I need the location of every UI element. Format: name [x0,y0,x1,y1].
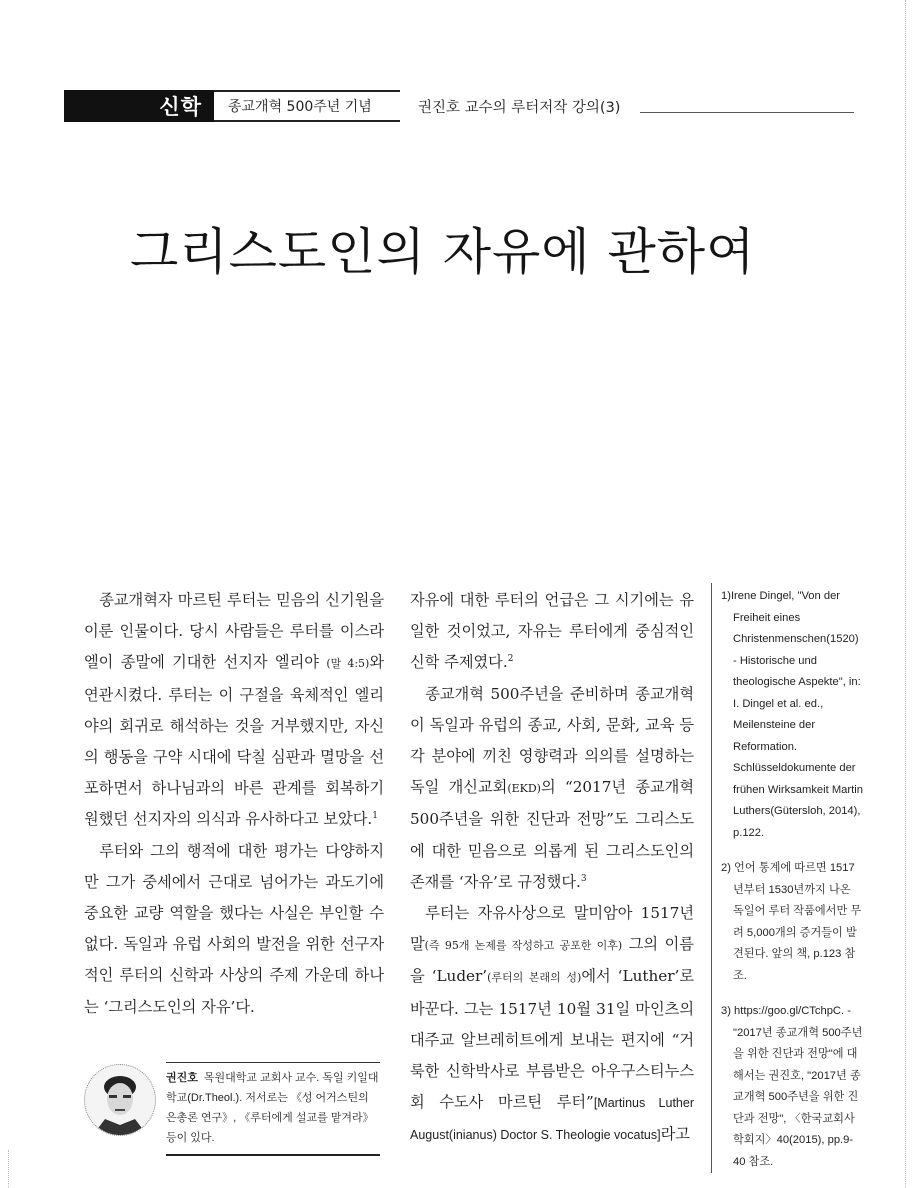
author-name: 권진호 [166,1072,198,1084]
section-tag: 신학 [64,90,214,122]
paragraph: 루터는 자유사상으로 말미암아 1517년 말(즉 95개 논제를 작성하고 공포한 이후) 그의 이름을 ‘Luder’(루터의 본래의 성)에서 ‘Luther’로 바꾼다. 그는 1517년 10월 31일 마인츠의 대주교 알브레히트에게 보내는 편지에 “거룩한 신학박사로 부름받은 아우구스티누스회 수도사 마르틴 루터”[Martinus Luther August(inianus) Doctor S. Theologie vocatus]라고 [410,904,695,1144]
author-description: 목원대학교 교회사 교수. 독일 키일대학교(Dr.Theol.). 저서로는 《성 어거스틴의 은총론 연구》, 《루터에게 설교를 맡겨라》 등이 있다. [166,1072,379,1144]
lecture-title: 권진호 교수의 루터저작 강의(3) [418,100,621,116]
page-edge-right [905,0,906,1188]
paragraph: 종교개혁자 마르틴 루터는 믿음의 신기원을 이룬 인물이다. 당시 사람들은 루터를 이스라엘이 종말에 기대한 선지자 엘리야 (말 4:5)와 연관시켰다. 루터는 이 구절을 육체적인 엘리야의 회귀로 해석하는 것을 거부했지만, 자신의 행동을 구약 시대에 닥칠 심판과 멸망을 선포하면서 하나님과의 바른 관계를 회복하기 원했던 선지자의 의식과 유사하다고 보았다.$^1$ [84,591,384,829]
footnote-3: 3) https://goo.gl/CTchpC. - "2017년 종교개혁 500주년을 위한 진단과 전망"에 대해서는 권진호, "2017년 종교개혁 500주년을 위한 진단과 전망", 〈한국교회사학회지〉40(2015), pp.9-40 참조. [721,1005,863,1168]
author-portrait-icon [85,1065,155,1135]
author-bio [166,1062,380,1156]
header-rule [640,112,854,113]
author-box [84,1062,384,1152]
footnotes [721,586,863,1187]
paragraph: 루터와 그의 행적에 대한 평가는 다양하지만 그가 중세에서 근대로 넘어가는 과도기에 중요한 교량 역할을 했다는 사실은 부인할 수 없다. 독일과 유럽 사회의 발전을 위한 선구자적인 루터의 신학과 사상의 주제 가운데 하나는 ‘그리스도인의 자유’다. [84,841,384,1016]
footnote-ref[interactable]: 2 [507,654,514,665]
body-column-1 [84,585,384,1023]
paragraph: 종교개혁 500주년을 준비하며 종교개혁이 독일과 유럽의 종교, 사회, 문화, 교육 등 각 분야에 끼친 영향력과 의의를 설명하는 독일 개신교회(EKD)의 “2017년 종교개혁 500주년을 위한 진단과 전망”도 그리스도에 대한 믿음으로 의롭게 된 그리스도인의 존재를 ‘자유’로 규정했다.$^3$ [410,684,694,891]
series-tag: 종교개혁 500주년 기념 [214,90,400,122]
section-header [64,90,400,122]
column-divider [711,583,712,1173]
article-title: 그리스도인의 자유에 관하여 [130,223,756,281]
footnote-2: 2) 언어 통계에 따르면 1517년부터 1530년까지 나온 독일어 루터 작품에서만 무려 5,000개의 증거들이 발견된다. 앞의 책, p.123 참조. [721,862,862,982]
paragraph: 자유에 대한 루터의 언급은 그 시기에는 유일한 것이었고, 자유는 루터에게 중심적인 신학 주제였다.$^2$ [410,591,694,672]
footnote-ref[interactable]: 3 [580,873,587,884]
footnote-ref[interactable]: 1 [372,811,378,822]
body-column-2 [410,585,694,1152]
page-edge-left [8,1150,9,1188]
footnote-1: 1)Irene Dingel, "Von der Freiheit eines Christenmenschen(1520) - Historische und theologische Aspekte", in: I. Dingel et al. ed., Meilensteine der Reformation. Schlüsseldokumente der frühen Wirksamkeit Martin Luthers(Gütersloh, 2014), p.122. [721,590,863,839]
author-photo [84,1064,156,1136]
